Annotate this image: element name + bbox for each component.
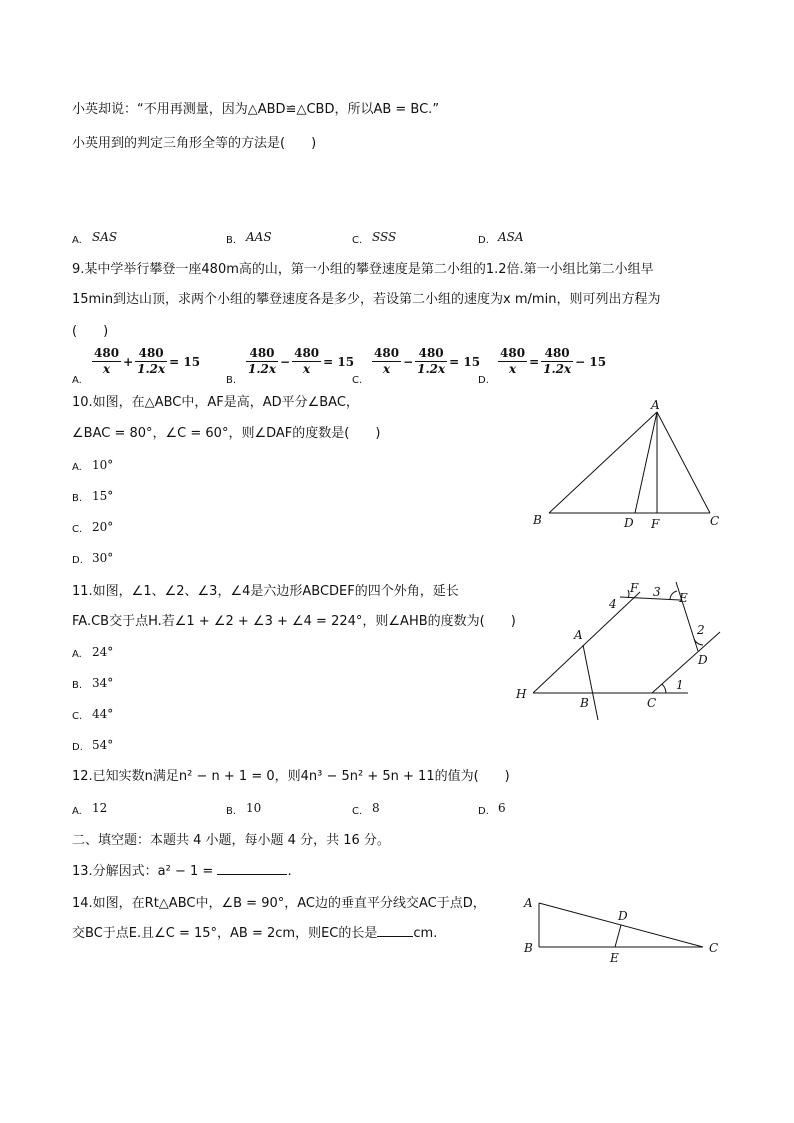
q11-line-hf xyxy=(533,592,640,693)
q13-question xyxy=(72,864,292,880)
q10-option-b-value: 15° xyxy=(92,489,114,503)
q14-line1: 14.如图，在Rt△ABC中，∠B = 90°，AC边的垂直平分线交AC于点D， xyxy=(72,896,486,911)
q10-bisector-ad xyxy=(635,412,657,513)
q10-edge-ac xyxy=(657,412,710,513)
q14-line2-text: 交BC于点E.且∠C = 15°，AB = 2cm，则EC的长是 xyxy=(72,926,378,941)
q11-label-2: 2 xyxy=(697,623,705,637)
q9-a-f2-den: 1.2x xyxy=(137,362,166,376)
q11-label-4: 4 xyxy=(609,597,617,611)
q10-option-d-value: 30° xyxy=(92,551,114,565)
q11-label-d: D xyxy=(698,653,708,667)
q12-option-a-value: 12 xyxy=(92,801,108,815)
q9-b-rhs: = 15 xyxy=(323,354,355,369)
q13-end: . xyxy=(287,864,292,879)
q11-line-fe xyxy=(620,597,680,600)
q8-option-c-letter: C. xyxy=(352,235,363,246)
q11-label-e: E xyxy=(679,591,688,605)
q11-label-1: 1 xyxy=(676,678,684,692)
q11-line-cd xyxy=(652,632,720,693)
q9-b-f2-num: 480 xyxy=(294,346,320,360)
q12-option-b-value: 10 xyxy=(246,801,262,815)
q9-d-f2-num: 480 xyxy=(541,346,573,362)
q9-d-f1-num: 480 xyxy=(500,346,526,360)
q8-option-d-letter: D. xyxy=(478,235,489,246)
q12-option-c-letter: C. xyxy=(352,806,363,817)
q11-option-c-letter: C. xyxy=(72,711,83,722)
q12-option-a-letter: A. xyxy=(72,806,82,817)
q13-text: 13.分解因式：a² − 1 = xyxy=(72,864,218,879)
q8-option-b-value: AAS xyxy=(246,230,272,244)
q11-option-d-letter: D. xyxy=(72,742,83,753)
q9-d-f2-den: 1.2x xyxy=(543,362,572,376)
q9-option-c-letter: C. xyxy=(352,375,363,386)
q11-option-a-value: 24° xyxy=(92,645,114,659)
q14-label-b: B xyxy=(524,941,533,955)
q14-bisector-de xyxy=(615,925,621,947)
q9-d-f1-den: x xyxy=(508,362,517,376)
q12-option-b-letter: B. xyxy=(226,806,237,817)
q8-line1: 小英却说：“不用再测量，因为△ABD≌△CBD，所以AB = BC.” xyxy=(72,102,440,117)
q11-angle-arc-1 xyxy=(662,684,666,693)
q11-label-c: C xyxy=(647,696,657,710)
q8-option-b-letter: B. xyxy=(226,235,237,246)
q11-line-ab xyxy=(583,645,598,720)
q9-option-b-formula xyxy=(246,346,356,377)
q9-a-f2-num: 480 xyxy=(135,346,167,362)
q14-edge-ac xyxy=(539,903,703,947)
q9-c-op: − xyxy=(403,354,414,369)
q9-option-b-letter: B. xyxy=(226,375,237,386)
q10-label-f: F xyxy=(651,517,660,531)
q9-option-a-formula xyxy=(92,346,202,377)
q9-b-f2-den: x xyxy=(303,362,311,376)
q11-line1: 11.如图，∠1、∠2、∠3，∠4是六边形ABCDEF的四个外角，延长 xyxy=(72,584,459,599)
q9-line2: 15min到达山顶，求两个小组的攀登速度各是多少，若设第二小组的速度为x m/min，则可列出方程为 xyxy=(72,292,661,307)
q14-label-d: D xyxy=(618,909,628,923)
q9-option-d-letter: D. xyxy=(478,375,489,386)
q14-label-e: E xyxy=(610,951,619,965)
q14-label-a: A xyxy=(524,896,533,910)
q9-d-op: = xyxy=(529,354,540,369)
q9-a-f1-den: x xyxy=(102,362,111,376)
q8-option-d-value: ASA xyxy=(498,230,524,244)
q10-option-d-letter: D. xyxy=(72,555,83,566)
q10-label-b: B xyxy=(533,513,542,527)
q14-label-c: C xyxy=(709,941,719,955)
q10-line2: ∠BAC = 80°，∠C = 60°，则∠DAF的度数是( ) xyxy=(72,426,381,441)
q10-option-b-letter: B. xyxy=(72,493,83,504)
q10-option-a-value: 10° xyxy=(92,458,114,472)
q14-answer-blank[interactable] xyxy=(377,936,413,937)
q10-label-a: A xyxy=(651,398,660,412)
q11-label-3: 3 xyxy=(653,585,661,599)
q10-line1: 10.如图，在△ABC中，AF是高，AD平分∠BAC， xyxy=(72,395,359,410)
q9-c-f2-num: 480 xyxy=(415,346,447,362)
section-heading: 二、填空题：本题共 4 小题，每小题 4 分，共 16 分。 xyxy=(72,833,390,848)
q9-line3: ( ) xyxy=(72,324,109,339)
q9-c-f1-den: x xyxy=(382,362,391,376)
q8-option-c-value: SSS xyxy=(372,230,397,244)
q9-option-d-formula xyxy=(498,346,608,377)
q9-line1: 9.某中学举行攀登一座480m高的山，第一小组的攀登速度是第二小组的1.2倍.第一小组比第二小组早 xyxy=(72,262,654,277)
q13-answer-blank[interactable] xyxy=(217,874,287,875)
q12-option-d-letter: D. xyxy=(478,806,489,817)
q11-angle-arc-4 xyxy=(628,590,629,598)
q9-c-f1-num: 480 xyxy=(374,346,400,360)
q9-option-c-formula xyxy=(372,346,482,377)
q9-b-f1-num: 480 xyxy=(246,346,278,362)
q10-label-c: C xyxy=(710,514,720,528)
q12-line1: 12.已知实数n满足n² − n + 1 = 0，则4n³ − 5n² + 5n + 11的值为( ) xyxy=(72,769,510,784)
q11-angle-arc-2 xyxy=(694,639,703,645)
q11-option-c-value: 44° xyxy=(92,707,114,721)
q12-option-c-value: 8 xyxy=(372,801,380,815)
q10-label-d: D xyxy=(624,516,634,530)
q11-option-b-value: 34° xyxy=(92,676,114,690)
q9-d-rhs: − 15 xyxy=(575,354,607,369)
q8-line2: 小英用到的判定三角形全等的方法是( ) xyxy=(72,136,317,151)
q12-option-d-value: 6 xyxy=(498,801,506,815)
q11-label-a: A xyxy=(574,628,583,642)
q9-a-f1-num: 480 xyxy=(94,346,120,360)
q11-label-f: F xyxy=(630,581,639,595)
q9-option-a-letter: A. xyxy=(72,375,82,386)
q14-line2 xyxy=(72,926,437,942)
q9-c-f2-den: 1.2x xyxy=(417,362,446,376)
q11-option-a-letter: A. xyxy=(72,649,82,660)
q8-option-a-letter: A. xyxy=(72,235,82,246)
q10-option-a-letter: A. xyxy=(72,462,82,473)
q10-edge-ab xyxy=(549,412,657,513)
q11-label-b: B xyxy=(580,696,589,710)
q11-line-ed xyxy=(676,582,698,651)
q10-option-c-letter: C. xyxy=(72,524,83,535)
q11-angle-arc-3 xyxy=(670,591,677,600)
q8-option-a-value: SAS xyxy=(92,230,118,244)
q9-b-op: − xyxy=(280,354,291,369)
q9-c-rhs: = 15 xyxy=(449,354,481,369)
q11-line2: FA.CB交于点H.若∠1 + ∠2 + ∠3 + ∠4 = 224°，则∠AHB的度数为( ) xyxy=(72,614,516,629)
q10-option-c-value: 20° xyxy=(92,520,114,534)
q11-label-h: H xyxy=(516,687,527,701)
q14-line2-unit: cm. xyxy=(413,926,438,941)
q9-a-op: + xyxy=(123,354,134,369)
q11-option-b-letter: B. xyxy=(72,680,83,691)
q9-a-rhs: = 15 xyxy=(169,354,201,369)
q9-b-f1-den: 1.2x xyxy=(248,362,277,376)
q11-option-d-value: 54° xyxy=(92,738,114,752)
